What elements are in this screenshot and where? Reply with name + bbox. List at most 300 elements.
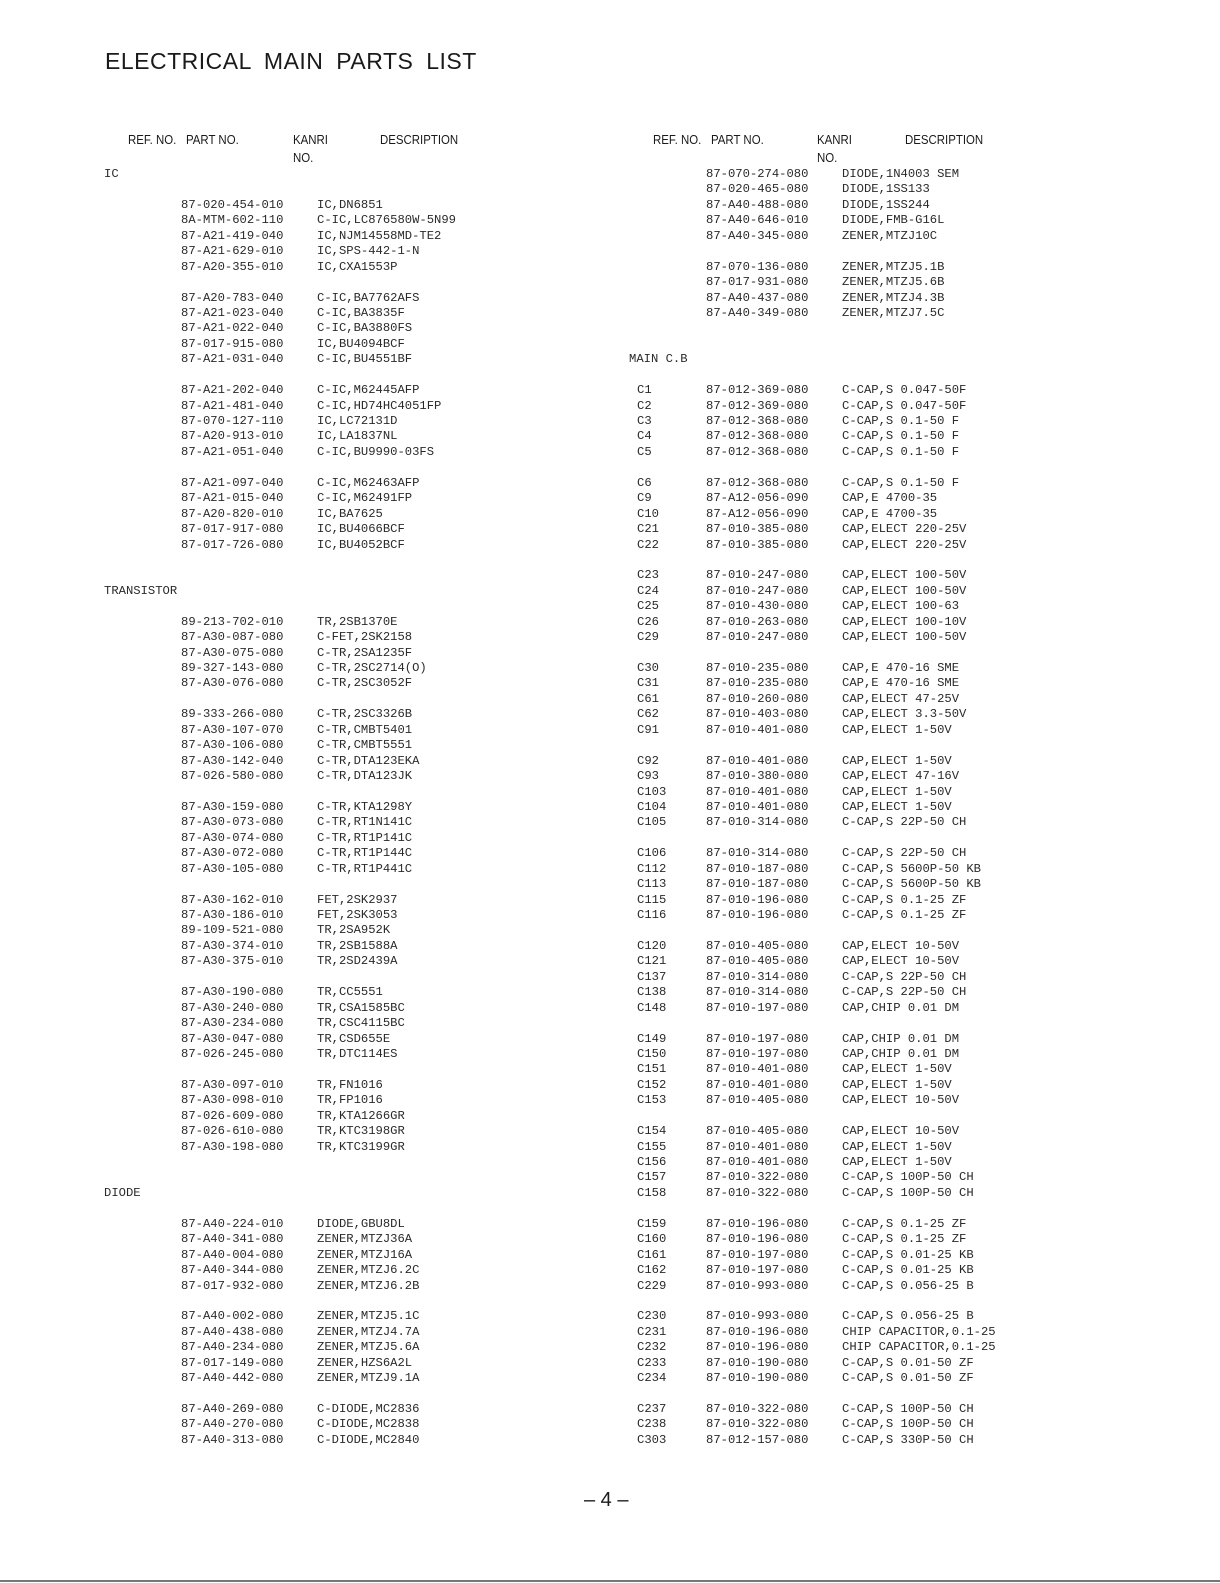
description: C-CAP,S 0.1-50 F — [842, 475, 960, 490]
description: C-TR,RT1P144C — [317, 846, 413, 861]
ref-no: C113 — [637, 877, 667, 892]
description: CAP,CHIP 0.01 DM — [842, 1000, 960, 1015]
ref-no: C159 — [637, 1216, 667, 1231]
part-no: 87-A40-234-080 — [181, 1340, 284, 1355]
part-no: 87-A30-162-010 — [181, 892, 284, 907]
header-ref-no-left: REF. NO. — [128, 132, 177, 147]
part-no: 87-010-197-080 — [706, 1046, 809, 1061]
part-no: 87-017-931-080 — [706, 275, 809, 290]
part-no: 87-010-385-080 — [706, 522, 809, 537]
part-no: 87-A20-820-010 — [181, 506, 284, 521]
part-no: 87-A30-076-080 — [181, 676, 284, 691]
description: DIODE,FMB-G16L — [842, 213, 945, 228]
part-no: 87-A40-646-010 — [706, 213, 809, 228]
page-number: – 4 – — [584, 1489, 629, 1511]
description: TR,CSD655E — [317, 1031, 391, 1046]
ref-no: C92 — [637, 753, 659, 768]
description: C-DIODE,MC2840 — [317, 1432, 420, 1447]
part-no: 87-A40-437-080 — [706, 290, 809, 305]
part-no: 87-026-609-080 — [181, 1108, 284, 1123]
description: C-IC,M62463AFP — [317, 475, 420, 490]
description: C-TR,DTA123EKA — [317, 753, 420, 768]
part-no: 87-010-187-080 — [706, 861, 809, 876]
part-no: 87-A30-087-080 — [181, 630, 284, 645]
ref-no: C156 — [637, 1155, 667, 1169]
part-no: 87-A30-097-010 — [181, 1077, 284, 1092]
part-no: 87-017-149-080 — [181, 1355, 284, 1370]
description: TR,2SB1588A — [317, 938, 398, 953]
description: CAP,ELECT 47-25V — [842, 691, 960, 706]
part-no: 87-010-322-080 — [706, 1170, 809, 1185]
part-no: 87-A30-074-080 — [181, 830, 284, 845]
part-no: 87-010-405-080 — [706, 954, 809, 969]
ref-no: C10 — [637, 506, 659, 521]
description: ZENER,MTZJ4.3B — [842, 290, 945, 305]
ref-no: C160 — [637, 1232, 667, 1247]
description: CAP,ELECT 47-16V — [842, 769, 960, 784]
description: C-IC,M62445AFP — [317, 383, 420, 398]
description: C-TR,DTA123JK — [317, 769, 413, 784]
ref-no: C4 — [637, 429, 652, 444]
ref-no: C158 — [637, 1185, 667, 1200]
description: ZENER,MTZJ5.1B — [842, 259, 945, 274]
part-no: 87-010-401-080 — [706, 1077, 809, 1092]
part-no: 87-A40-349-080 — [706, 305, 809, 320]
part-no: 87-010-430-080 — [706, 599, 809, 614]
ref-no: C157 — [637, 1170, 667, 1185]
part-no: 87-A21-031-040 — [181, 352, 284, 367]
ref-no: C5 — [637, 444, 652, 459]
description: C-TR,2SC3052F — [317, 676, 413, 691]
part-no: 87-010-322-080 — [706, 1402, 809, 1416]
description: CAP,ELECT 1-50V — [842, 1155, 952, 1169]
part-no: 87-010-403-080 — [706, 707, 809, 722]
description: CHIP CAPACITOR,0.1-25 — [842, 1340, 996, 1355]
part-no: 87-A30-234-080 — [181, 1016, 284, 1031]
ref-no: C137 — [637, 969, 667, 984]
part-no: 87-010-405-080 — [706, 1124, 809, 1139]
description: C-CAP,S 22P-50 CH — [842, 985, 967, 1000]
description: C-CAP,S 0.1-50 F — [842, 429, 960, 444]
part-no: 87-012-368-080 — [706, 414, 809, 428]
part-no: 89-327-143-080 — [181, 661, 284, 675]
description: C-CAP,S 100P-50 CH — [842, 1185, 974, 1200]
part-no: 87-A30-374-010 — [181, 938, 284, 953]
part-no: 87-A30-107-070 — [181, 722, 284, 737]
ref-no: C29 — [637, 630, 659, 645]
ref-no: C24 — [637, 583, 659, 598]
ref-no: C238 — [637, 1417, 667, 1432]
ref-no: C2 — [637, 398, 652, 413]
description: CAP,E 4700-35 — [842, 506, 938, 521]
part-no: 87-070-136-080 — [706, 259, 809, 274]
description: FET,2SK3053 — [317, 908, 398, 922]
description: TR,DTC114ES — [317, 1046, 398, 1061]
section-title: IC — [104, 167, 119, 181]
description: CAP,ELECT 100-50V — [842, 630, 967, 645]
ref-no: C230 — [637, 1309, 667, 1324]
description: C-IC,LC876580W-5N99 — [317, 213, 456, 228]
description: C-DIODE,MC2836 — [317, 1402, 420, 1416]
part-no: 87-A40-313-080 — [181, 1432, 284, 1447]
description: C-CAP,S 0.047-50F — [842, 383, 967, 398]
description: CAP,ELECT 1-50V — [842, 799, 952, 814]
part-no: 87-020-454-010 — [181, 197, 284, 212]
part-no: 87-010-197-080 — [706, 1247, 809, 1262]
part-no: 87-010-197-080 — [706, 1031, 809, 1046]
part-no: 87-010-197-080 — [706, 1000, 809, 1015]
part-no: 87-010-235-080 — [706, 661, 809, 675]
description: C-CAP,S 0.01-50 ZF — [842, 1371, 974, 1386]
header-kanri-left: KANRI — [293, 132, 328, 147]
description: ZENER,MTZJ6.2B — [317, 1278, 420, 1293]
ref-no: C21 — [637, 522, 659, 537]
part-no: 87-A40-341-080 — [181, 1232, 284, 1247]
description: IC,DN6851 — [317, 197, 383, 212]
part-no: 87-010-401-080 — [706, 1155, 809, 1169]
ref-no: C23 — [637, 568, 659, 583]
part-no: 87-010-314-080 — [706, 815, 809, 830]
part-no: 87-012-369-080 — [706, 383, 809, 398]
description: CAP,ELECT 1-50V — [842, 1139, 952, 1154]
part-no: 87-010-314-080 — [706, 985, 809, 1000]
ref-no: C138 — [637, 985, 667, 1000]
ref-no: C26 — [637, 614, 659, 629]
page-title: ELECTRICAL MAIN PARTS LIST — [105, 48, 477, 74]
part-no: 87-010-187-080 — [706, 877, 809, 892]
header-description-right: DESCRIPTION — [905, 132, 984, 147]
description: C-CAP,S 0.1-25 ZF — [842, 1216, 967, 1231]
ref-no: C25 — [637, 599, 659, 614]
ref-no: C1 — [637, 383, 652, 398]
description: IC,SPS-442-1-N — [317, 244, 420, 259]
description: TR,CC5551 — [317, 985, 383, 1000]
part-no: 87-010-247-080 — [706, 568, 809, 583]
description: CAP,ELECT 3.3-50V — [842, 707, 967, 722]
part-no: 87-A21-097-040 — [181, 475, 284, 490]
section-title: MAIN C.B — [629, 352, 688, 367]
description: ZENER,MTZJ16A — [317, 1247, 413, 1262]
bottom-rule — [0, 1580, 1220, 1582]
part-no: 87-010-314-080 — [706, 969, 809, 984]
part-no: 87-010-401-080 — [706, 799, 809, 814]
part-no: 87-010-190-080 — [706, 1355, 809, 1370]
part-no: 87-010-197-080 — [706, 1263, 809, 1278]
part-no: 87-A12-056-090 — [706, 491, 809, 506]
ref-no: C30 — [637, 661, 659, 675]
part-no: 87-070-274-080 — [706, 167, 809, 181]
ref-no: C3 — [637, 414, 652, 428]
ref-no: C151 — [637, 1062, 667, 1077]
ref-no: C303 — [637, 1432, 667, 1447]
description: ZENER,MTZJ5.6B — [842, 275, 945, 290]
header-part-no-right: PART NO. — [711, 132, 764, 147]
part-no: 87-010-401-080 — [706, 1139, 809, 1154]
part-no: 87-070-127-110 — [181, 414, 284, 428]
part-no: 87-A21-022-040 — [181, 321, 284, 336]
description: C-CAP,S 100P-50 CH — [842, 1417, 974, 1432]
description: CAP,E 470-16 SME — [842, 661, 960, 675]
description: IC,BA7625 — [317, 506, 383, 521]
description: C-IC,BA7762AFS — [317, 290, 420, 305]
part-no: 87-010-260-080 — [706, 691, 809, 706]
part-no: 87-010-196-080 — [706, 1232, 809, 1247]
description: IC,LA1837NL — [317, 429, 398, 444]
description: C-IC,BU9990-03FS — [317, 444, 435, 459]
description: TR,FP1016 — [317, 1093, 383, 1108]
description: ZENER,MTZJ6.2C — [317, 1263, 420, 1278]
part-no: 87-010-401-080 — [706, 753, 809, 768]
description: C-CAP,S 0.1-25 ZF — [842, 908, 967, 922]
part-no: 87-A21-023-040 — [181, 305, 284, 320]
part-no: 87-A21-015-040 — [181, 491, 284, 506]
ref-no: C153 — [637, 1093, 667, 1108]
ref-no: C93 — [637, 769, 659, 784]
header-part-no-left: PART NO. — [186, 132, 239, 147]
part-no: 87-A40-344-080 — [181, 1263, 284, 1278]
description: DIODE,1SS133 — [842, 182, 930, 197]
description: ZENER,HZS6A2L — [317, 1355, 413, 1370]
description: C-CAP,S 0.047-50F — [842, 398, 967, 413]
part-no: 87-A30-105-080 — [181, 861, 284, 876]
ref-no: C232 — [637, 1340, 667, 1355]
description: TR,CSA1585BC — [317, 1000, 405, 1015]
description: C-TR,2SA1235F — [317, 645, 413, 660]
description: CAP,ELECT 100-63 — [842, 599, 960, 614]
description: C-FET,2SK2158 — [317, 630, 413, 645]
part-no: 87-A40-488-080 — [706, 197, 809, 212]
part-no: 87-010-196-080 — [706, 908, 809, 922]
ref-no: C22 — [637, 537, 659, 552]
part-no: 87-A40-004-080 — [181, 1247, 284, 1262]
description: C-CAP,S 0.1-25 ZF — [842, 1232, 967, 1247]
description: ZENER,MTZJ5.6A — [317, 1340, 420, 1355]
description: CAP,ELECT 220-25V — [842, 537, 967, 552]
part-no: 87-010-401-080 — [706, 722, 809, 737]
ref-no: C229 — [637, 1278, 667, 1293]
description: TR,FN1016 — [317, 1077, 383, 1092]
part-no: 87-020-465-080 — [706, 182, 809, 197]
part-no: 87-A40-224-010 — [181, 1216, 284, 1231]
part-no: 87-010-322-080 — [706, 1185, 809, 1200]
description: C-CAP,S 0.01-50 ZF — [842, 1355, 974, 1370]
header-ref-no-right: REF. NO. — [653, 132, 702, 147]
description: C-CAP,S 0.1-25 ZF — [842, 892, 967, 907]
ref-no: C115 — [637, 892, 667, 907]
description: C-CAP,S 0.056-25 B — [842, 1309, 974, 1324]
description: C-CAP,S 330P-50 CH — [842, 1432, 974, 1447]
description: C-CAP,S 22P-50 CH — [842, 846, 967, 861]
ref-no: C237 — [637, 1402, 667, 1416]
part-no: 87-A21-202-040 — [181, 383, 284, 398]
part-no: 87-A30-159-080 — [181, 799, 284, 814]
ref-no: C161 — [637, 1247, 667, 1262]
description: CAP,ELECT 10-50V — [842, 938, 960, 953]
description: CAP,ELECT 100-50V — [842, 583, 967, 598]
part-no: 87-A40-002-080 — [181, 1309, 284, 1324]
part-no: 87-010-247-080 — [706, 583, 809, 598]
description: ZENER,MTZJ4.7A — [317, 1324, 420, 1339]
description: IC,CXA1553P — [317, 259, 398, 274]
part-no: 87-010-385-080 — [706, 537, 809, 552]
part-no: 87-A30-240-080 — [181, 1000, 284, 1015]
description: C-CAP,S 22P-50 CH — [842, 969, 967, 984]
part-no: 87-026-580-080 — [181, 769, 284, 784]
description: CAP,ELECT 100-10V — [842, 614, 967, 629]
ref-no: C150 — [637, 1046, 667, 1061]
description: IC,BU4066BCF — [317, 522, 405, 537]
description: ZENER,MTZJ5.1C — [317, 1309, 420, 1324]
description: C-CAP,S 0.01-25 KB — [842, 1247, 974, 1262]
description: C-IC,HD74HC4051FP — [317, 398, 442, 413]
part-no: 87-A30-375-010 — [181, 954, 284, 969]
part-no: 87-010-196-080 — [706, 1216, 809, 1231]
part-no: 87-010-405-080 — [706, 938, 809, 953]
part-no: 87-A30-186-010 — [181, 908, 284, 922]
part-no: 87-A20-913-010 — [181, 429, 284, 444]
description: CAP,ELECT 1-50V — [842, 753, 952, 768]
description: CAP,ELECT 1-50V — [842, 1062, 952, 1077]
part-no: 87-A40-270-080 — [181, 1417, 284, 1432]
part-no: 87-A40-442-080 — [181, 1371, 284, 1386]
ref-no: C9 — [637, 491, 652, 506]
part-no: 87-012-368-080 — [706, 475, 809, 490]
description: IC,BU4052BCF — [317, 537, 405, 552]
part-no: 87-010-190-080 — [706, 1371, 809, 1386]
part-no: 87-012-368-080 — [706, 444, 809, 459]
ref-no: C105 — [637, 815, 667, 830]
part-no: 87-012-157-080 — [706, 1432, 809, 1447]
part-no: 87-010-263-080 — [706, 614, 809, 629]
description: CHIP CAPACITOR,0.1-25 — [842, 1324, 996, 1339]
ref-no: C112 — [637, 861, 667, 876]
part-no: 87-A30-073-080 — [181, 815, 284, 830]
ref-no: C62 — [637, 707, 659, 722]
part-no: 87-010-196-080 — [706, 892, 809, 907]
part-no: 87-A30-106-080 — [181, 738, 284, 753]
description: C-TR,2SC2714(O) — [317, 661, 427, 675]
part-no: 87-010-993-080 — [706, 1278, 809, 1293]
description: C-TR,RT1P441C — [317, 861, 413, 876]
ref-no: C106 — [637, 846, 667, 861]
description: C-CAP,S 5600P-50 KB — [842, 861, 981, 876]
ref-no: C154 — [637, 1124, 667, 1139]
ref-no: C148 — [637, 1000, 667, 1015]
description: DIODE,1N4003 SEM — [842, 167, 960, 181]
part-no: 87-026-245-080 — [181, 1046, 284, 1061]
description: CAP,ELECT 10-50V — [842, 1093, 960, 1108]
part-no: 87-012-368-080 — [706, 429, 809, 444]
ref-no: C234 — [637, 1371, 667, 1386]
header-kanri-right: KANRI — [817, 132, 852, 147]
description: C-CAP,S 0.1-50 F — [842, 414, 960, 428]
part-no: 89-109-521-080 — [181, 923, 284, 938]
description: DIODE,GBU8DL — [317, 1216, 405, 1231]
part-no: 87-A20-783-040 — [181, 290, 284, 305]
part-no: 89-213-702-010 — [181, 614, 284, 629]
part-no: 87-010-380-080 — [706, 769, 809, 784]
description: CAP,ELECT 10-50V — [842, 1124, 960, 1139]
description: C-CAP,S 100P-50 CH — [842, 1170, 974, 1185]
description: ZENER,MTZJ10C — [842, 228, 938, 243]
description: C-CAP,S 0.1-50 F — [842, 444, 960, 459]
description: CAP,ELECT 100-50V — [842, 568, 967, 583]
ref-no: C155 — [637, 1139, 667, 1154]
description: C-TR,RT1N141C — [317, 815, 413, 830]
description: CAP,CHIP 0.01 DM — [842, 1046, 960, 1061]
description: C-TR,CMBT5401 — [317, 722, 413, 737]
part-no: 87-A21-419-040 — [181, 228, 284, 243]
part-no: 87-010-196-080 — [706, 1340, 809, 1355]
description: IC,NJM14558MD-TE2 — [317, 228, 442, 243]
description: DIODE,1SS244 — [842, 197, 930, 212]
description: CAP,ELECT 1-50V — [842, 784, 952, 799]
description: C-TR,KTA1298Y — [317, 799, 413, 814]
description: C-IC,BU4551BF — [317, 352, 413, 367]
description: ZENER,MTZJ9.1A — [317, 1371, 420, 1386]
part-no: 87-017-915-080 — [181, 336, 284, 351]
part-no: 87-026-610-080 — [181, 1124, 284, 1139]
part-no: 8A-MTM-602-110 — [181, 213, 284, 228]
description: C-TR,CMBT5551 — [317, 738, 413, 753]
description: C-IC,BA3880FS — [317, 321, 413, 336]
description: C-CAP,S 22P-50 CH — [842, 815, 967, 830]
description: IC,BU4094BCF — [317, 336, 405, 351]
part-no: 87-A40-345-080 — [706, 228, 809, 243]
description: C-CAP,S 0.056-25 B — [842, 1278, 974, 1293]
description: CAP,ELECT 10-50V — [842, 954, 960, 969]
ref-no: C120 — [637, 938, 667, 953]
part-no: 87-A40-269-080 — [181, 1402, 284, 1416]
description: TR,2SA952K — [317, 923, 391, 938]
ref-no: C116 — [637, 908, 667, 922]
description: CAP,E 4700-35 — [842, 491, 938, 506]
ref-no: C91 — [637, 722, 659, 737]
part-no: 87-010-247-080 — [706, 630, 809, 645]
section-title: TRANSISTOR — [104, 583, 178, 598]
ref-no: C61 — [637, 691, 659, 706]
part-no: 87-010-405-080 — [706, 1093, 809, 1108]
description: TR,CSC4115BC — [317, 1016, 405, 1031]
part-no: 87-A30-072-080 — [181, 846, 284, 861]
description: IC,LC72131D — [317, 414, 398, 428]
section-title: DIODE — [104, 1185, 141, 1200]
description: CAP,E 470-16 SME — [842, 676, 960, 691]
description: C-IC,M62491FP — [317, 491, 413, 506]
ref-no: C152 — [637, 1077, 667, 1092]
description: TR,2SD2439A — [317, 954, 398, 969]
part-no: 87-A30-142-040 — [181, 753, 284, 768]
description: C-CAP,S 0.01-25 KB — [842, 1263, 974, 1278]
description: CAP,ELECT 1-50V — [842, 722, 952, 737]
part-no: 87-A30-075-080 — [181, 645, 284, 660]
part-no: 87-A21-051-040 — [181, 444, 284, 459]
description: C-CAP,S 100P-50 CH — [842, 1402, 974, 1416]
part-no: 87-A21-629-010 — [181, 244, 284, 259]
part-no: 87-A30-190-080 — [181, 985, 284, 1000]
description: TR,KTA1266GR — [317, 1108, 405, 1123]
ref-no: C149 — [637, 1031, 667, 1046]
part-no: 87-010-401-080 — [706, 1062, 809, 1077]
part-no: 87-A40-438-080 — [181, 1324, 284, 1339]
ref-no: C121 — [637, 954, 667, 969]
part-no: 87-010-993-080 — [706, 1309, 809, 1324]
part-no: 87-A30-047-080 — [181, 1031, 284, 1046]
part-no: 87-012-369-080 — [706, 398, 809, 413]
part-no: 87-A12-056-090 — [706, 506, 809, 521]
description: TR,2SB1370E — [317, 614, 398, 629]
part-no: 87-A30-098-010 — [181, 1093, 284, 1108]
